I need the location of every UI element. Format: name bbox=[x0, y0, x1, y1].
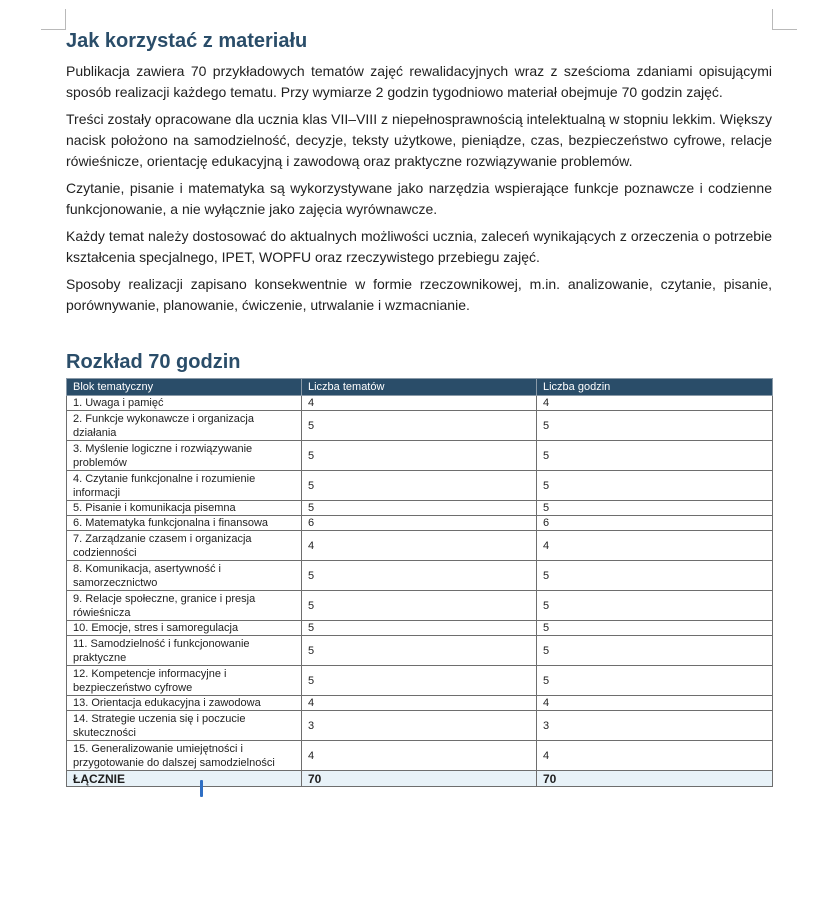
cell-hour-count: 4 bbox=[537, 396, 773, 411]
cell-topic-count: 3 bbox=[302, 711, 537, 741]
cell-block-name: 14. Strategie uczenia się i poczucie skuteczności bbox=[67, 711, 302, 741]
column-header-topic-count: Liczba tematów bbox=[302, 379, 537, 396]
column-header-block: Blok tematyczny bbox=[67, 379, 302, 396]
cell-block-name: 11. Samodzielność i funkcjonowanie praktyczne bbox=[67, 636, 302, 666]
paragraph: Każdy temat należy dostosować do aktualnych możliwości ucznia, zaleceń wynikających z orzeczenia o potrzebie kształcenia specjalnego, IPET, WOPFU oraz rzeczywistego przebiegu zajęć. bbox=[66, 228, 772, 265]
column-header-hour-count: Liczba godzin bbox=[537, 379, 773, 396]
table-row bbox=[67, 561, 773, 591]
cell-block-name: 9. Relacje społeczne, granice i presja rówieśnicza bbox=[67, 591, 302, 621]
table-total-row bbox=[67, 771, 773, 787]
cell-hour-count: 4 bbox=[537, 696, 773, 711]
cell-topic-count: 4 bbox=[302, 396, 537, 411]
text-cursor bbox=[200, 780, 203, 797]
paragraph: Sposoby realizacji zapisano konsekwentnie w formie rzeczownikowej, m.in. analizowanie, czytanie, pisanie, porównywanie, planowanie, ćwiczenie, utrwalanie i wzmacnianie. bbox=[66, 276, 772, 313]
page-corner-mark-top-left bbox=[41, 9, 66, 30]
cell-total-topics: 70 bbox=[302, 771, 537, 787]
cell-total-label: ŁĄCZNIE bbox=[67, 771, 302, 787]
cell-hour-count: 6 bbox=[537, 516, 773, 531]
cell-block-name: 15. Generalizowanie umiejętności i przygotowanie do dalszej samodzielności bbox=[67, 741, 302, 771]
cell-total-hours: 70 bbox=[537, 771, 773, 787]
cell-block-name: 7. Zarządzanie czasem i organizacja codzienności bbox=[67, 531, 302, 561]
section-spacer bbox=[66, 322, 772, 348]
cell-block-name: 10. Emocje, stres i samoregulacja bbox=[67, 621, 302, 636]
cell-topic-count: 5 bbox=[302, 561, 537, 591]
cell-hour-count: 4 bbox=[537, 531, 773, 561]
cell-hour-count: 5 bbox=[537, 666, 773, 696]
cell-block-name: 2. Funkcje wykonawcze i organizacja działania bbox=[67, 411, 302, 441]
section-heading-how-to-use: Jak korzystać z materiału bbox=[66, 30, 308, 52]
paragraph: Czytanie, pisanie i matematyka są wykorzystywane jako narzędzia wspierające funkcje poznawcze i codzienne funkcjonowanie, a nie wyłącznie jako zajęcia wyrównawcze. bbox=[66, 180, 772, 217]
table-row bbox=[67, 516, 773, 531]
cell-topic-count: 5 bbox=[302, 501, 537, 516]
table-row bbox=[67, 531, 773, 561]
cell-topic-count: 5 bbox=[302, 666, 537, 696]
cell-block-name: 3. Myślenie logiczne i rozwiązywanie problemów bbox=[67, 441, 302, 471]
cell-block-name: 5. Pisanie i komunikacja pisemna bbox=[67, 501, 302, 516]
paragraph: Treści zostały opracowane dla ucznia klas VII–VIII z niepełnosprawnością intelektualną w stopniu lekkim. Większy nacisk położono na samodzielność, decyzje, teksty użytkowe, pieniądze, czas, bezpieczeństwo cyfrowe, relacje rówieśnicze, orientację edukacyjną i zawodową oraz praktyczne rozwiązywanie problemów. bbox=[66, 111, 772, 169]
cell-hour-count: 5 bbox=[537, 471, 773, 501]
document-page-content bbox=[66, 27, 772, 787]
table-row bbox=[67, 591, 773, 621]
table-row bbox=[67, 696, 773, 711]
cell-block-name: 12. Kompetencje informacyjne i bezpieczeństwo cyfrowe bbox=[67, 666, 302, 696]
cell-hour-count: 5 bbox=[537, 441, 773, 471]
cell-hour-count: 5 bbox=[537, 591, 773, 621]
table-row bbox=[67, 441, 773, 471]
cell-topic-count: 4 bbox=[302, 531, 537, 561]
cell-block-name: 13. Orientacja edukacyjna i zawodowa bbox=[67, 696, 302, 711]
cell-block-name: 4. Czytanie funkcjonalne i rozumienie informacji bbox=[67, 471, 302, 501]
table-row bbox=[67, 621, 773, 636]
table-row bbox=[67, 501, 773, 516]
cell-hour-count: 4 bbox=[537, 741, 773, 771]
table-row bbox=[67, 711, 773, 741]
cell-topic-count: 5 bbox=[302, 591, 537, 621]
cell-block-name: 6. Matematyka funkcjonalna i finansowa bbox=[67, 516, 302, 531]
table-header-row bbox=[67, 379, 773, 396]
cell-topic-count: 4 bbox=[302, 696, 537, 711]
cell-block-name: 1. Uwaga i pamięć bbox=[67, 396, 302, 411]
cell-topic-count: 5 bbox=[302, 411, 537, 441]
table-row bbox=[67, 396, 773, 411]
table-row bbox=[67, 741, 773, 771]
table-row bbox=[67, 411, 773, 441]
cell-hour-count: 5 bbox=[537, 411, 773, 441]
cell-topic-count: 5 bbox=[302, 471, 537, 501]
cell-hour-count: 5 bbox=[537, 561, 773, 591]
section-heading-schedule: Rozkład 70 godzin bbox=[66, 351, 241, 373]
cell-topic-count: 5 bbox=[302, 621, 537, 636]
cell-topic-count: 5 bbox=[302, 441, 537, 471]
cell-hour-count: 5 bbox=[537, 636, 773, 666]
table-row bbox=[67, 666, 773, 696]
cell-topic-count: 6 bbox=[302, 516, 537, 531]
cell-block-name: 8. Komunikacja, asertywność i samorzecznictwo bbox=[67, 561, 302, 591]
table-row bbox=[67, 636, 773, 666]
cell-topic-count: 5 bbox=[302, 636, 537, 666]
page-corner-mark-top-right bbox=[772, 9, 797, 30]
cell-topic-count: 4 bbox=[302, 741, 537, 771]
cell-hour-count: 3 bbox=[537, 711, 773, 741]
cell-hour-count: 5 bbox=[537, 621, 773, 636]
schedule-table bbox=[66, 378, 773, 787]
cell-hour-count: 5 bbox=[537, 501, 773, 516]
table-row bbox=[67, 471, 773, 501]
paragraph: Publikacja zawiera 70 przykładowych tematów zajęć rewalidacyjnych wraz z sześcioma zdaniami opisującymi sposób realizacji każdego tematu. Przy wymiarze 2 godzin tygodniowo materiał obejmuje 70 godzin zajęć. bbox=[66, 63, 772, 100]
